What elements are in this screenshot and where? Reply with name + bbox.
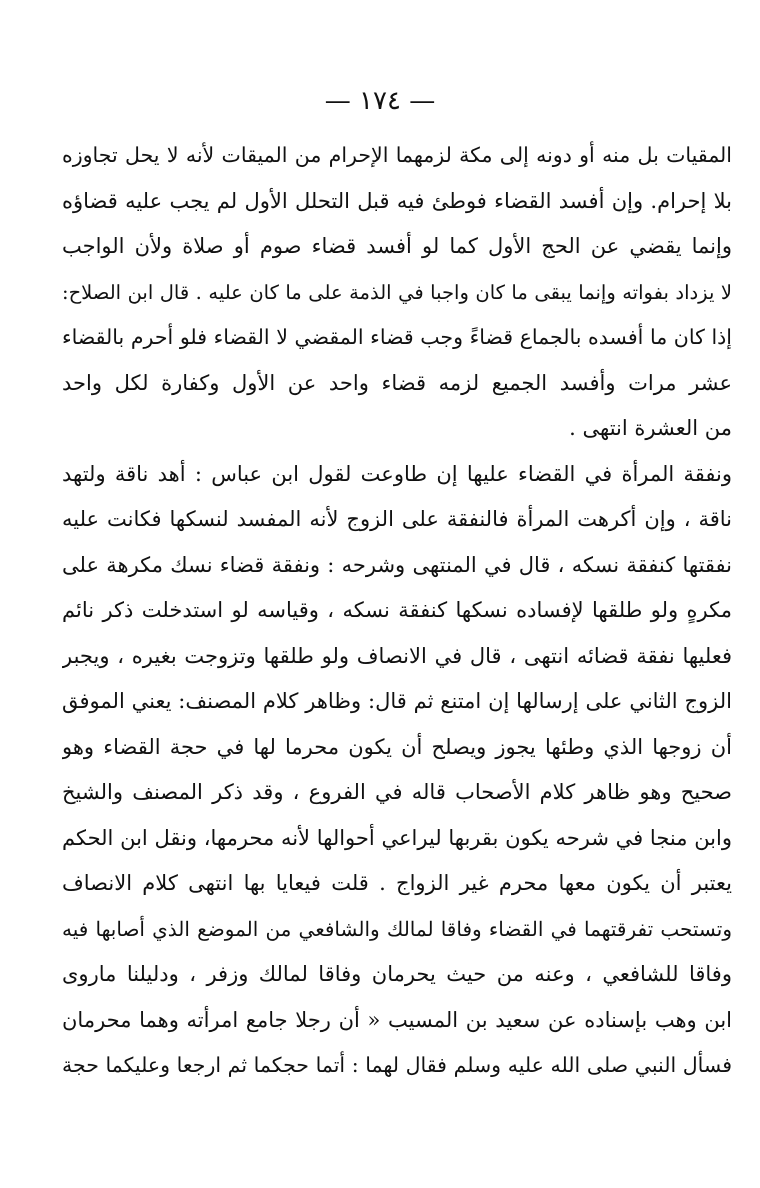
page-number: — ١٧٤ —: [324, 86, 436, 116]
text-line: صحيح وهو ظاهر كلام الأصحاب قاله في الفروع ، وقد ذكر المصنف والشيخ: [62, 780, 732, 804]
text-line: المقيات بل منه أو دونه إلى مكة لزمهما الإحرام من الميقات لأنه لا يحل تجاوزه: [62, 143, 732, 167]
text-line: ابن وهب بإسناده عن سعيد بن المسيب « أن رجلا جامع امرأته وهما محرمان: [62, 1007, 732, 1032]
text-line: أن زوجها الذي وطئها يجوز ويصلح أن يكون محرما لها في حجة القضاء وهو: [62, 734, 732, 759]
text-line: إذا كان ما أفسده بالجماع قضاءً وجب قضاء المقضي لا القضاء فلو أحرم بالقضاء: [62, 325, 732, 349]
text-line: وإنما يقضي عن الحج الأول كما لو أفسد قضاء صوم أو صلاة ولأن الواجب: [62, 234, 732, 258]
text-line: ونفقة المرأة في القضاء عليها إن طاوعت لقول ابن عباس : أهد ناقة ولتهد: [62, 461, 732, 486]
text-line: ناقة ، وإن أكرهت المرأة فالنفقة على الزوج لأنه المفسد لنسكها فكانت عليه: [62, 507, 732, 531]
text-line: وفاقا للشافعي ، وعنه من حيث يحرمان وفاقا لمالك وزفر ، ودليلنا ماروى: [62, 962, 732, 986]
text-line: وتستحب تفرقتهما في القضاء وفاقا لمالك والشافعي من الموضع الذي أصابها فيه: [62, 916, 732, 941]
text-line: فسأل النبي صلى الله عليه وسلم فقال لهما : أتما حجكما ثم ارجعا وعليكما حجة: [62, 1053, 732, 1077]
text-line: يعتبر أن يكون معها محرم غير الزواج . قلت فيعايا بها انتهى كلام الانصاف: [62, 871, 732, 895]
text-line: مكرهٍ ولو طلقها لإفساده نسكها كنفقة نسكه ، وقياسه لو استدخلت ذكر نائم: [62, 598, 732, 622]
text-line: بلا إحرام. وإن أفسد القضاء فوطئ فيه قبل التحلل الأول لم يجب عليه قضاؤه: [62, 188, 732, 213]
text-line: نفقتها كنفقة نسكه ، قال في المنتهى وشرحه : ونفقة قضاء نسك مكرهة على: [62, 552, 732, 577]
text-line: فعليها نفقة قضائه انتهى ، قال في الانصاف ولو طلقها وتزوجت بغيره ، ويجبر: [62, 643, 732, 668]
text-line: الزوج الثاني على إرسالها إن امتنع ثم قال: وظاهر كلام المصنف: يعني الموفق: [62, 689, 732, 713]
text-line: لا يزداد بفواته وإنما يبقى ما كان واجبا في الذمة على ما كان عليه . قال ابن الصلاح:: [62, 280, 732, 304]
text-line: عشر مرات وأفسد الجميع لزمه قضاء واحد عن الأول وكفارة لكل واحد: [62, 370, 732, 395]
text-line: وابن منجا في شرحه يكون بقربها ليراعي أحوالها لأنه محرمها، ونقل ابن الحكم: [62, 825, 732, 850]
text-line: من العشرة انتهى .: [569, 416, 732, 440]
body-text: [62, 133, 732, 1089]
